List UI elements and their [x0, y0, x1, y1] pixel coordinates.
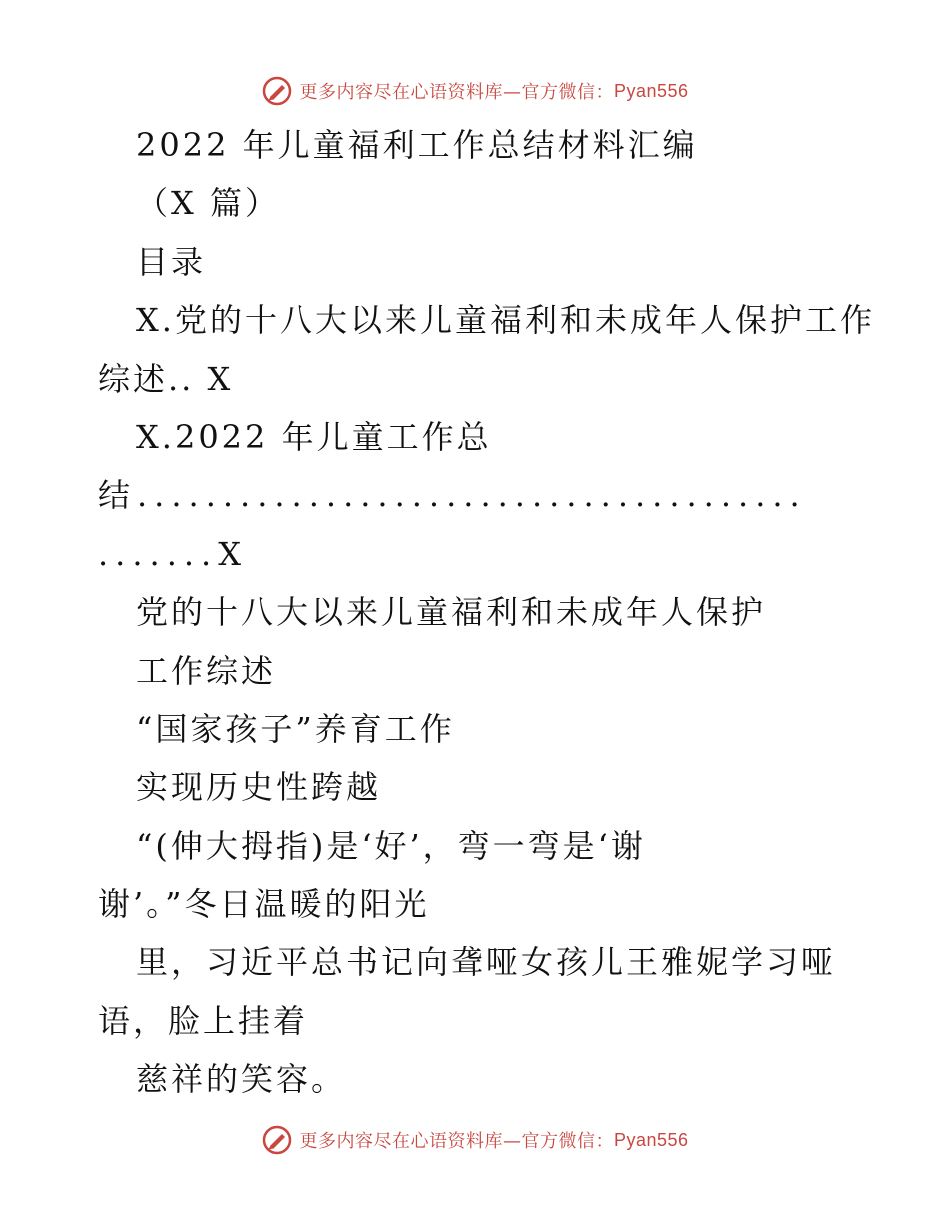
paragraph-line: 里，习近平总书记向聋哑女孩儿王雅妮学习哑: [136, 943, 837, 982]
section-subtitle-1: “国家孩子”养育工作: [136, 709, 455, 748]
paragraph-line: 谢’。”冬日温暖的阳光: [98, 885, 430, 924]
header-watermark: [0, 71, 950, 111]
document-body: [98, 116, 875, 1109]
watermark-wechat-id: Pyan556: [613, 1129, 689, 1150]
toc-entry-1-cont: 综述.. X: [98, 359, 234, 398]
pen-seal-icon: [261, 75, 293, 107]
paragraph-line: “(伸大拇指)是‘好’，弯一弯是‘谢: [136, 826, 646, 865]
section-subtitle-2: 实现历史性跨越: [136, 768, 382, 807]
document-subtitle: （X 篇）: [136, 184, 280, 223]
section-title-cont: 工作综述: [136, 651, 277, 690]
toc-heading: 目录: [136, 242, 207, 281]
watermark-wechat-id: Pyan556: [613, 80, 689, 101]
footer-watermark: [0, 1120, 950, 1160]
toc-entry-2-leader: 结.......................................: [98, 476, 807, 515]
paragraph-line: 语，脸上挂着: [98, 1001, 309, 1040]
toc-entry-1: X.党的十八大以来儿童福利和未成年人保护工作: [136, 301, 875, 340]
watermark-text: 更多内容尽在心语资料库—官方微信：: [299, 1131, 614, 1152]
watermark-text: 更多内容尽在心语资料库—官方微信：: [299, 82, 614, 103]
pen-seal-icon: [261, 1124, 293, 1156]
toc-entry-2: X.2022 年儿童工作总: [136, 417, 492, 456]
toc-entry-2-page: .......X: [98, 534, 248, 573]
section-title: 党的十八大以来儿童福利和未成年人保护: [136, 593, 767, 632]
document-title: 2022 年儿童福利工作总结材料汇编: [136, 126, 698, 164]
paragraph-line: 慈祥的笑容。: [136, 1060, 347, 1099]
